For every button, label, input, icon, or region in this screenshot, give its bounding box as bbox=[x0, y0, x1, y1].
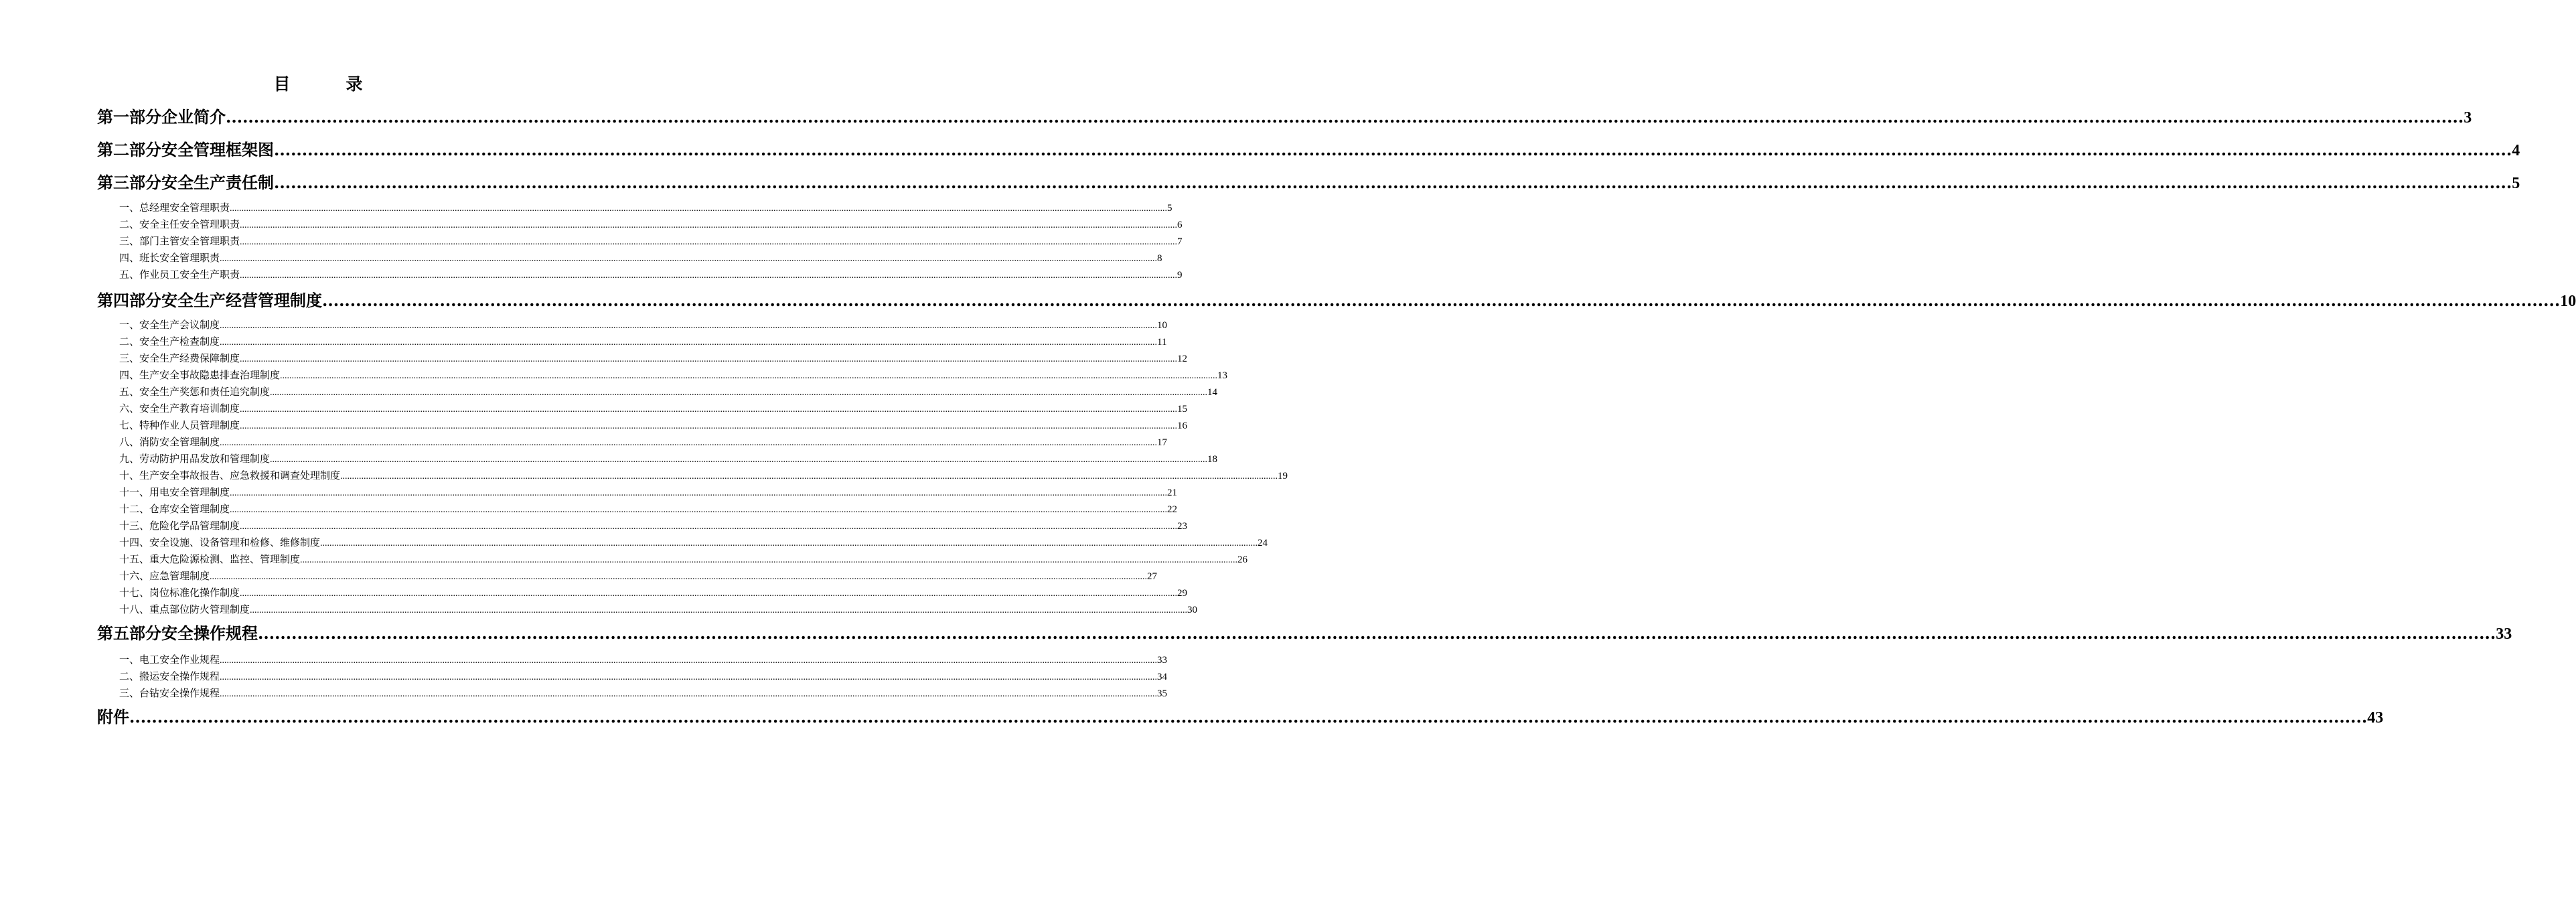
toc-item-entry[interactable] bbox=[119, 435, 1168, 450]
toc-dot-leader: ................................................................................................................................................................................................................................................................................................................................................................................................................ bbox=[270, 455, 1208, 465]
toc-item-label: 七、特种作业人员管理制度 bbox=[119, 419, 240, 431]
toc-item-page-number: 13 bbox=[1217, 370, 1228, 381]
toc-item-label: 一、总经理安全管理职责 bbox=[119, 202, 230, 214]
toc-item-entry[interactable] bbox=[119, 385, 1218, 400]
toc-item-page-number: 26 bbox=[1237, 554, 1248, 565]
toc-item-label: 十四、安全设施、设备管理和检修、维修制度 bbox=[119, 536, 321, 548]
toc-item-entry[interactable] bbox=[119, 368, 1228, 383]
toc-item-entry[interactable] bbox=[119, 318, 1168, 333]
toc-part-entry[interactable] bbox=[97, 706, 2384, 729]
toc-title-char-1: 目 bbox=[273, 74, 291, 94]
toc-part-name: 安全生产责任制 bbox=[161, 173, 274, 192]
toc-item-page-number: 16 bbox=[1177, 421, 1188, 431]
toc-dot-leader: ................................................................................................................................................................................................................................................................................................................................................................................................................ bbox=[258, 623, 2496, 643]
toc-dot-leader: ................................................................................................................................................................................................................................................................................................................................................................................................................ bbox=[300, 555, 1238, 565]
toc-item-label: 四、生产安全事故隐患排查治理制度 bbox=[119, 369, 281, 381]
toc-item-label: 二、搬运安全操作规程 bbox=[119, 670, 220, 682]
toc-item-label: 五、作业员工安全生产职责 bbox=[119, 269, 240, 281]
toc-dot-leader: ................................................................................................................................................................................................................................................................................................................................................................................................................ bbox=[220, 321, 1158, 331]
toc-part-page-number: 43 bbox=[2367, 709, 2384, 727]
toc-dot-leader: ................................................................................................................................................................................................................................................................................................................................................................................................................ bbox=[240, 271, 1178, 281]
toc-item-label: 八、消防安全管理制度 bbox=[119, 436, 220, 448]
toc-item-page-number: 35 bbox=[1157, 688, 1168, 699]
toc-item-label: 十六、应急管理制度 bbox=[119, 570, 210, 582]
toc-item-entry[interactable] bbox=[119, 536, 1268, 550]
toc-part-label: 第四部分 bbox=[97, 291, 161, 310]
toc-item-page-number: 5 bbox=[1167, 203, 1172, 214]
toc-item-page-number: 15 bbox=[1177, 404, 1188, 415]
toc-item-entry[interactable] bbox=[119, 268, 1183, 283]
toc-part-label: 附件 bbox=[97, 707, 129, 727]
toc-item-label: 十、生产安全事故报告、应急救援和调查处理制度 bbox=[119, 469, 341, 481]
toc-item-page-number: 14 bbox=[1207, 387, 1218, 398]
toc-part-page-number: 4 bbox=[2512, 142, 2520, 159]
toc-dot-leader: ................................................................................................................................................................................................................................................................................................................................................................................................................ bbox=[280, 371, 1218, 381]
toc-item-entry[interactable] bbox=[119, 402, 1188, 417]
toc-item-entry[interactable] bbox=[119, 670, 1168, 684]
toc-dot-leader: ................................................................................................................................................................................................................................................................................................................................................................................................................ bbox=[220, 689, 1158, 699]
toc-item-page-number: 29 bbox=[1177, 588, 1188, 599]
toc-part-label: 第五部分 bbox=[97, 623, 161, 643]
toc-item-entry[interactable] bbox=[119, 686, 1168, 701]
toc-item-entry[interactable] bbox=[119, 251, 1162, 266]
toc-part-page-number: 5 bbox=[2512, 175, 2520, 192]
toc-dot-leader: ................................................................................................................................................................................................................................................................................................................................................................................................................ bbox=[220, 338, 1158, 348]
toc-item-page-number: 12 bbox=[1177, 354, 1188, 364]
toc-item-entry[interactable] bbox=[119, 452, 1218, 467]
toc-item-page-number: 21 bbox=[1167, 487, 1178, 498]
toc-item-page-number: 6 bbox=[1177, 220, 1183, 230]
toc-item-label: 二、安全主任安全管理职责 bbox=[119, 218, 240, 230]
toc-part-name: 企业简介 bbox=[161, 107, 226, 127]
toc-item-page-number: 34 bbox=[1157, 672, 1168, 682]
toc-dot-leader: ................................................................................................................................................................................................................................................................................................................................................................................................................ bbox=[220, 656, 1158, 666]
toc-item-entry[interactable] bbox=[119, 653, 1168, 668]
toc-part-label: 第二部分 bbox=[97, 140, 161, 159]
toc-item-label: 九、劳动防护用品发放和管理制度 bbox=[119, 453, 271, 465]
toc-item-entry[interactable] bbox=[119, 502, 1178, 517]
toc-item-entry[interactable] bbox=[119, 586, 1188, 601]
toc-title-char-2: 录 bbox=[346, 74, 363, 94]
toc-dot-leader: ................................................................................................................................................................................................................................................................................................................................................................................................................ bbox=[240, 354, 1178, 364]
toc-dot-leader: ................................................................................................................................................................................................................................................................................................................................................................................................................ bbox=[274, 173, 2512, 192]
toc-item-page-number: 18 bbox=[1207, 454, 1218, 465]
toc-item-label: 三、台钻安全操作规程 bbox=[119, 687, 220, 699]
toc-part-entry[interactable] bbox=[97, 106, 2472, 129]
toc-part-entry[interactable] bbox=[97, 290, 2576, 312]
toc-item-entry[interactable] bbox=[119, 335, 1167, 350]
toc-part-entry[interactable] bbox=[97, 172, 2520, 194]
toc-dot-leader: ................................................................................................................................................................................................................................................................................................................................................................................................................ bbox=[230, 488, 1168, 498]
toc-item-entry[interactable] bbox=[119, 469, 1288, 483]
toc-dot-leader: ................................................................................................................................................................................................................................................................................................................................................................................................................ bbox=[322, 291, 2561, 310]
toc-item-page-number: 30 bbox=[1187, 605, 1198, 615]
toc-item-page-number: 24 bbox=[1258, 538, 1268, 548]
toc-item-page-number: 17 bbox=[1157, 437, 1168, 448]
toc-item-page-number: 8 bbox=[1157, 253, 1162, 264]
toc-item-label: 三、部门主管安全管理职责 bbox=[119, 235, 240, 247]
toc-dot-leader: ................................................................................................................................................................................................................................................................................................................................................................................................................ bbox=[226, 107, 2464, 127]
toc-part-page-number: 3 bbox=[2464, 109, 2472, 127]
toc-part-name: 安全操作规程 bbox=[161, 623, 258, 643]
toc-part-page-number: 10 bbox=[2560, 293, 2576, 310]
toc-item-label: 五、安全生产奖惩和责任追究制度 bbox=[119, 386, 271, 398]
toc-dot-leader: ................................................................................................................................................................................................................................................................................................................................................................................................................ bbox=[240, 237, 1178, 247]
toc-dot-leader: ................................................................................................................................................................................................................................................................................................................................................................................................................ bbox=[240, 522, 1178, 532]
toc-item-page-number: 19 bbox=[1278, 471, 1288, 481]
toc-dot-leader: ................................................................................................................................................................................................................................................................................................................................................................................................................ bbox=[129, 707, 2368, 727]
toc-part-name: 安全生产经营管理制度 bbox=[161, 291, 322, 310]
toc-item-entry[interactable] bbox=[119, 519, 1188, 534]
toc-item-entry[interactable] bbox=[119, 569, 1158, 584]
toc-part-entry[interactable] bbox=[97, 623, 2512, 645]
toc-dot-leader: ................................................................................................................................................................................................................................................................................................................................................................................................................ bbox=[230, 505, 1168, 515]
toc-item-page-number: 7 bbox=[1177, 236, 1183, 247]
toc-item-entry[interactable] bbox=[119, 218, 1183, 232]
toc-dot-leader: ................................................................................................................................................................................................................................................................................................................................................................................................................ bbox=[230, 204, 1168, 214]
toc-item-label: 二、安全生产检查制度 bbox=[119, 335, 220, 348]
toc-item-page-number: 33 bbox=[1157, 655, 1168, 666]
toc-item-label: 四、班长安全管理职责 bbox=[119, 252, 220, 264]
toc-dot-leader: ................................................................................................................................................................................................................................................................................................................................................................................................................ bbox=[274, 140, 2512, 159]
toc-item-page-number: 9 bbox=[1177, 270, 1183, 281]
toc-dot-leader: ................................................................................................................................................................................................................................................................................................................................................................................................................ bbox=[320, 538, 1258, 548]
toc-dot-leader: ................................................................................................................................................................................................................................................................................................................................................................................................................ bbox=[220, 438, 1158, 448]
toc-item-entry[interactable] bbox=[119, 419, 1188, 433]
toc-dot-leader: ................................................................................................................................................................................................................................................................................................................................................................................................................ bbox=[270, 388, 1208, 398]
toc-part-label: 第一部分 bbox=[97, 107, 161, 127]
toc-item-label: 十八、重点部位防火管理制度 bbox=[119, 603, 250, 615]
toc-item-label: 六、安全生产教育培训制度 bbox=[119, 402, 240, 415]
toc-dot-leader: ................................................................................................................................................................................................................................................................................................................................................................................................................ bbox=[240, 220, 1178, 230]
toc-item-label: 十三、危险化学品管理制度 bbox=[119, 520, 240, 532]
toc-dot-leader: ................................................................................................................................................................................................................................................................................................................................................................................................................ bbox=[220, 672, 1158, 682]
toc-part-page-number: 33 bbox=[2496, 625, 2512, 643]
toc-item-entry[interactable] bbox=[119, 352, 1188, 366]
toc-item-label: 三、安全生产经费保障制度 bbox=[119, 352, 240, 364]
toc-dot-leader: ................................................................................................................................................................................................................................................................................................................................................................................................................ bbox=[240, 421, 1178, 431]
toc-dot-leader: ................................................................................................................................................................................................................................................................................................................................................................................................................ bbox=[240, 404, 1178, 415]
toc-item-page-number: 11 bbox=[1157, 337, 1167, 348]
toc-item-page-number: 27 bbox=[1147, 571, 1158, 582]
toc-item-label: 一、安全生产会议制度 bbox=[119, 319, 220, 331]
toc-dot-leader: ................................................................................................................................................................................................................................................................................................................................................................................................................ bbox=[210, 572, 1148, 582]
toc-title bbox=[0, 74, 636, 94]
toc-dot-leader: ................................................................................................................................................................................................................................................................................................................................................................................................................ bbox=[250, 605, 1188, 615]
toc-item-label: 十七、岗位标准化操作制度 bbox=[119, 587, 240, 599]
toc-item-entry[interactable] bbox=[119, 603, 1198, 617]
toc-item-label: 十二、仓库安全管理制度 bbox=[119, 503, 230, 515]
toc-item-entry[interactable] bbox=[119, 552, 1248, 567]
toc-item-entry[interactable] bbox=[119, 201, 1172, 216]
toc-part-name: 安全管理框架图 bbox=[161, 140, 274, 159]
toc-item-page-number: 23 bbox=[1177, 521, 1188, 532]
toc-part-entry[interactable] bbox=[97, 139, 2520, 161]
toc-item-label: 十一、用电安全管理制度 bbox=[119, 486, 230, 498]
toc-part-label: 第三部分 bbox=[97, 173, 161, 192]
toc-item-entry[interactable] bbox=[119, 234, 1183, 249]
toc-item-label: 一、电工安全作业规程 bbox=[119, 654, 220, 666]
toc-dot-leader: ................................................................................................................................................................................................................................................................................................................................................................................................................ bbox=[240, 589, 1178, 599]
toc-item-label: 十五、重大危险源检测、监控、管理制度 bbox=[119, 553, 301, 565]
toc-item-page-number: 10 bbox=[1157, 320, 1168, 331]
toc-item-page-number: 22 bbox=[1167, 504, 1178, 515]
toc-dot-leader: ................................................................................................................................................................................................................................................................................................................................................................................................................ bbox=[340, 471, 1278, 481]
toc-dot-leader: ................................................................................................................................................................................................................................................................................................................................................................................................................ bbox=[220, 254, 1158, 264]
toc-item-entry[interactable] bbox=[119, 485, 1178, 500]
